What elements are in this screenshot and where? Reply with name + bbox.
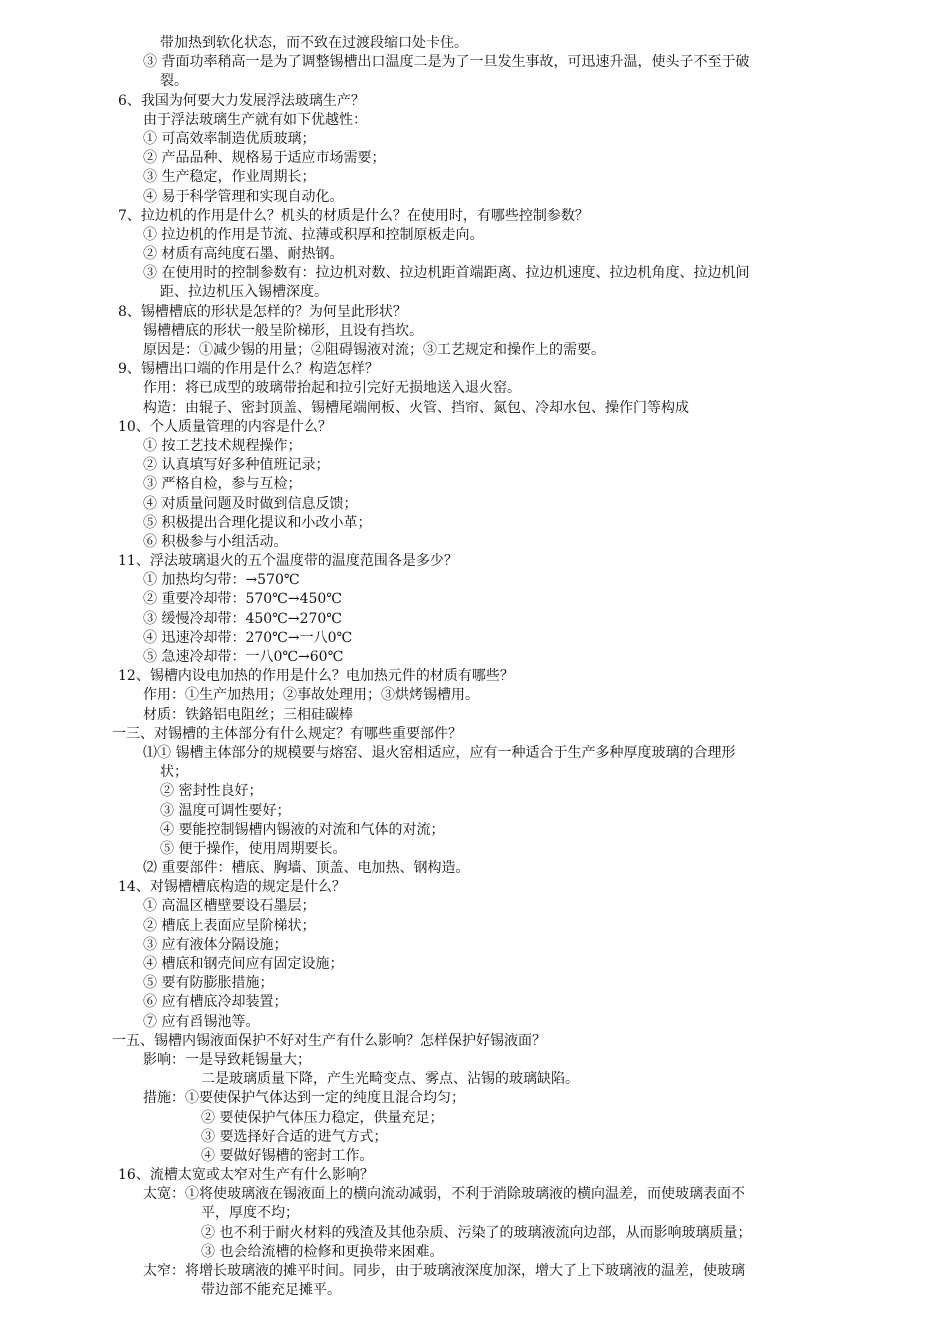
- text-line: ① 高温区槽壁要设石墨层；: [143, 898, 316, 915]
- document-body: [0, 34, 950, 1300]
- text-line: 6、我国为何要大力发展浮法玻璃生产？: [118, 92, 365, 109]
- text-line: ⑦ 应有舀锡池等。: [143, 1013, 260, 1030]
- text-line: ③ 要选择好合适的进气方式；: [201, 1128, 388, 1145]
- text-line: 带边部不能充足摊平。: [201, 1282, 341, 1299]
- text-line: ④ 要做好锡槽的密封工作。: [201, 1147, 374, 1164]
- text-line: ② 材质有高纯度石墨、耐热钢。: [143, 246, 344, 263]
- text-line: ⑴① 锡槽主体部分的规模要与熔窑、退火窑相适应，应有一种适合于生产多种厚度玻璃的合理形: [143, 744, 736, 761]
- text-line: 太窄：将增长玻璃液的摊平时间。同步，由于玻璃液深度加深，增大了上下玻璃液的温差，使玻璃: [143, 1263, 745, 1279]
- text-line: ③ 生产稳定，作业周期长；: [143, 169, 316, 186]
- text-line: ① 拉边机的作用是节流、拉薄或积厚和控制原板走向。: [143, 226, 484, 243]
- text-line: 11、浮法玻璃退火的五个温度带的温度范围各是多少？: [118, 553, 458, 570]
- text-line: ② 认真填写好多种值班记录；: [143, 457, 330, 474]
- text-line: 构造：由辊子、密封顶盖、锡槽尾端闸板、火管、挡帘、氮包、冷却水包、操作门等构成: [143, 399, 689, 416]
- text-line: 由于浮法玻璃生产就有如下优越性：: [143, 111, 367, 128]
- text-line: 12、锡槽内设电加热的作用是什么？电加热元件的材质有哪些？: [118, 668, 514, 685]
- text-line: 状；: [160, 764, 188, 781]
- text-line: 8、锡槽槽底的形状是怎样的？为何呈此形状？: [118, 303, 407, 320]
- text-line: ③ 严格自检，参与互检；: [143, 476, 302, 493]
- text-line: ④ 迅速冷却带：270℃→一八0℃: [143, 629, 353, 646]
- text-line: ① 加热均匀带：→570℃: [143, 572, 300, 589]
- text-line: ② 槽底上表面应呈阶梯状；: [143, 917, 316, 934]
- text-line: ② 密封性良好；: [160, 783, 263, 800]
- text-line: ④ 易于科学管理和实现自动化。: [143, 188, 344, 205]
- text-line: 7、拉边机的作用是什么？机头的材质是什么？在使用时，有哪些控制参数？: [118, 207, 589, 224]
- text-line: ③ 在使用时的控制参数有：拉边机对数、拉边机距首端距离、拉边机速度、拉边机角度、拉边机间: [143, 265, 750, 282]
- text-line: 材质：铁鉻铝电阻丝；三相硅碳棒: [143, 706, 353, 723]
- text-line: 措施：①要使保护气体达到一定的纯度且混合均匀；: [143, 1090, 465, 1107]
- text-line: 影响：一是导致耗锡量大；: [143, 1051, 311, 1068]
- text-line: ② 要使保护气体压力稳定，供量充足；: [201, 1109, 444, 1126]
- text-line: ④ 槽底和钢壳间应有固定设施；: [143, 956, 344, 972]
- text-line: ③ 温度可调性要好；: [160, 802, 291, 819]
- text-line: 作用：将已成型的玻璃带抬起和拉引完好无损地送入退火窑。: [143, 380, 521, 397]
- text-line: 9、锡槽出口端的作用是什么？构造怎样？: [118, 361, 379, 378]
- text-line: ① 可高效率制造优质玻璃；: [143, 130, 316, 147]
- text-line: ③ 背面功率稍高一是为了调整锡槽出口温度二是为了一旦发生事故，可迅速升温，使头子不至于破: [143, 54, 750, 71]
- text-line: ④ 要能控制锡槽内锡液的对流和气体的对流；: [160, 821, 445, 838]
- text-line: ⑤ 急速冷却带：一八0℃→60℃: [143, 649, 344, 665]
- text-line: 一五、锡槽内锡液面保护不好对生产有什么影响？怎样保护好锡液面？: [112, 1032, 546, 1049]
- text-line: ⑤ 要有防膨胀措施；: [143, 975, 274, 992]
- text-line: 14、对锡槽槽底构造的规定是什么？: [118, 879, 346, 896]
- text-line: ② 也不利于耐火材料的残渣及其他杂质、污染了的玻璃液流向边部，从而影响玻璃质量；: [201, 1224, 752, 1241]
- text-line: 一三、对锡槽的主体部分有什么规定？有哪些重要部件？: [112, 725, 462, 742]
- text-line: 距、拉边机压入锡槽深度。: [160, 284, 328, 301]
- text-line: ③ 缓慢冷却带：450℃→270℃: [143, 610, 342, 627]
- text-line: 太宽：①将使玻璃液在锡液面上的横向流动减弱，不利于消除玻璃液的横向温差，而使玻璃表面不: [143, 1186, 745, 1203]
- text-line: ② 重要冷却带：570℃→450℃: [143, 591, 342, 608]
- text-line: ⑥ 积极参与小组活动。: [143, 533, 288, 550]
- text-line: ⑥ 应有槽底冷却装置；: [143, 994, 288, 1011]
- text-line: ⑤ 便于操作，使用周期要长。: [160, 840, 347, 857]
- text-line: ③ 也会给流槽的检修和更换带来困难。: [201, 1243, 444, 1260]
- text-line: 16、流槽太宽或太窄对生产有什么影响？: [118, 1167, 374, 1184]
- text-line: 带加热到软化状态，而不致在过渡段缩口处卡住。: [160, 35, 468, 51]
- text-line: ④ 对质量问题及时做到信息反馈；: [143, 495, 358, 512]
- text-line: ③ 应有液体分隔设施；: [143, 936, 288, 953]
- text-line: 平，厚度不均；: [201, 1205, 299, 1222]
- text-line: 10、个人质量管理的内容是什么？: [118, 418, 332, 435]
- text-line: 锡槽槽底的形状一般呈阶梯形，且设有挡坎。: [143, 322, 423, 339]
- text-line: ⑵ 重要部件：槽底、胸墙、顶盖、电加热、钢构造。: [143, 860, 470, 877]
- text-line: ① 按工艺技术规程操作；: [143, 437, 302, 454]
- text-line: 二是玻璃质量下降，产生光畸变点、雾点、沾锡的玻璃缺陷。: [201, 1071, 579, 1088]
- text-line: 作用：①生产加热用；②事故处理用；③烘烤锡槽用。: [143, 687, 479, 704]
- text-line: ② 产品品种、规格易于适应市场需要；: [143, 150, 386, 167]
- text-line: ⑤ 积极提出合理化提议和小改小革；: [143, 514, 372, 531]
- text-line: 裂。: [160, 73, 188, 90]
- text-line: 原因是：①减少锡的用量；②阻碍锡液对流；③工艺规定和操作上的需要。: [143, 342, 605, 358]
